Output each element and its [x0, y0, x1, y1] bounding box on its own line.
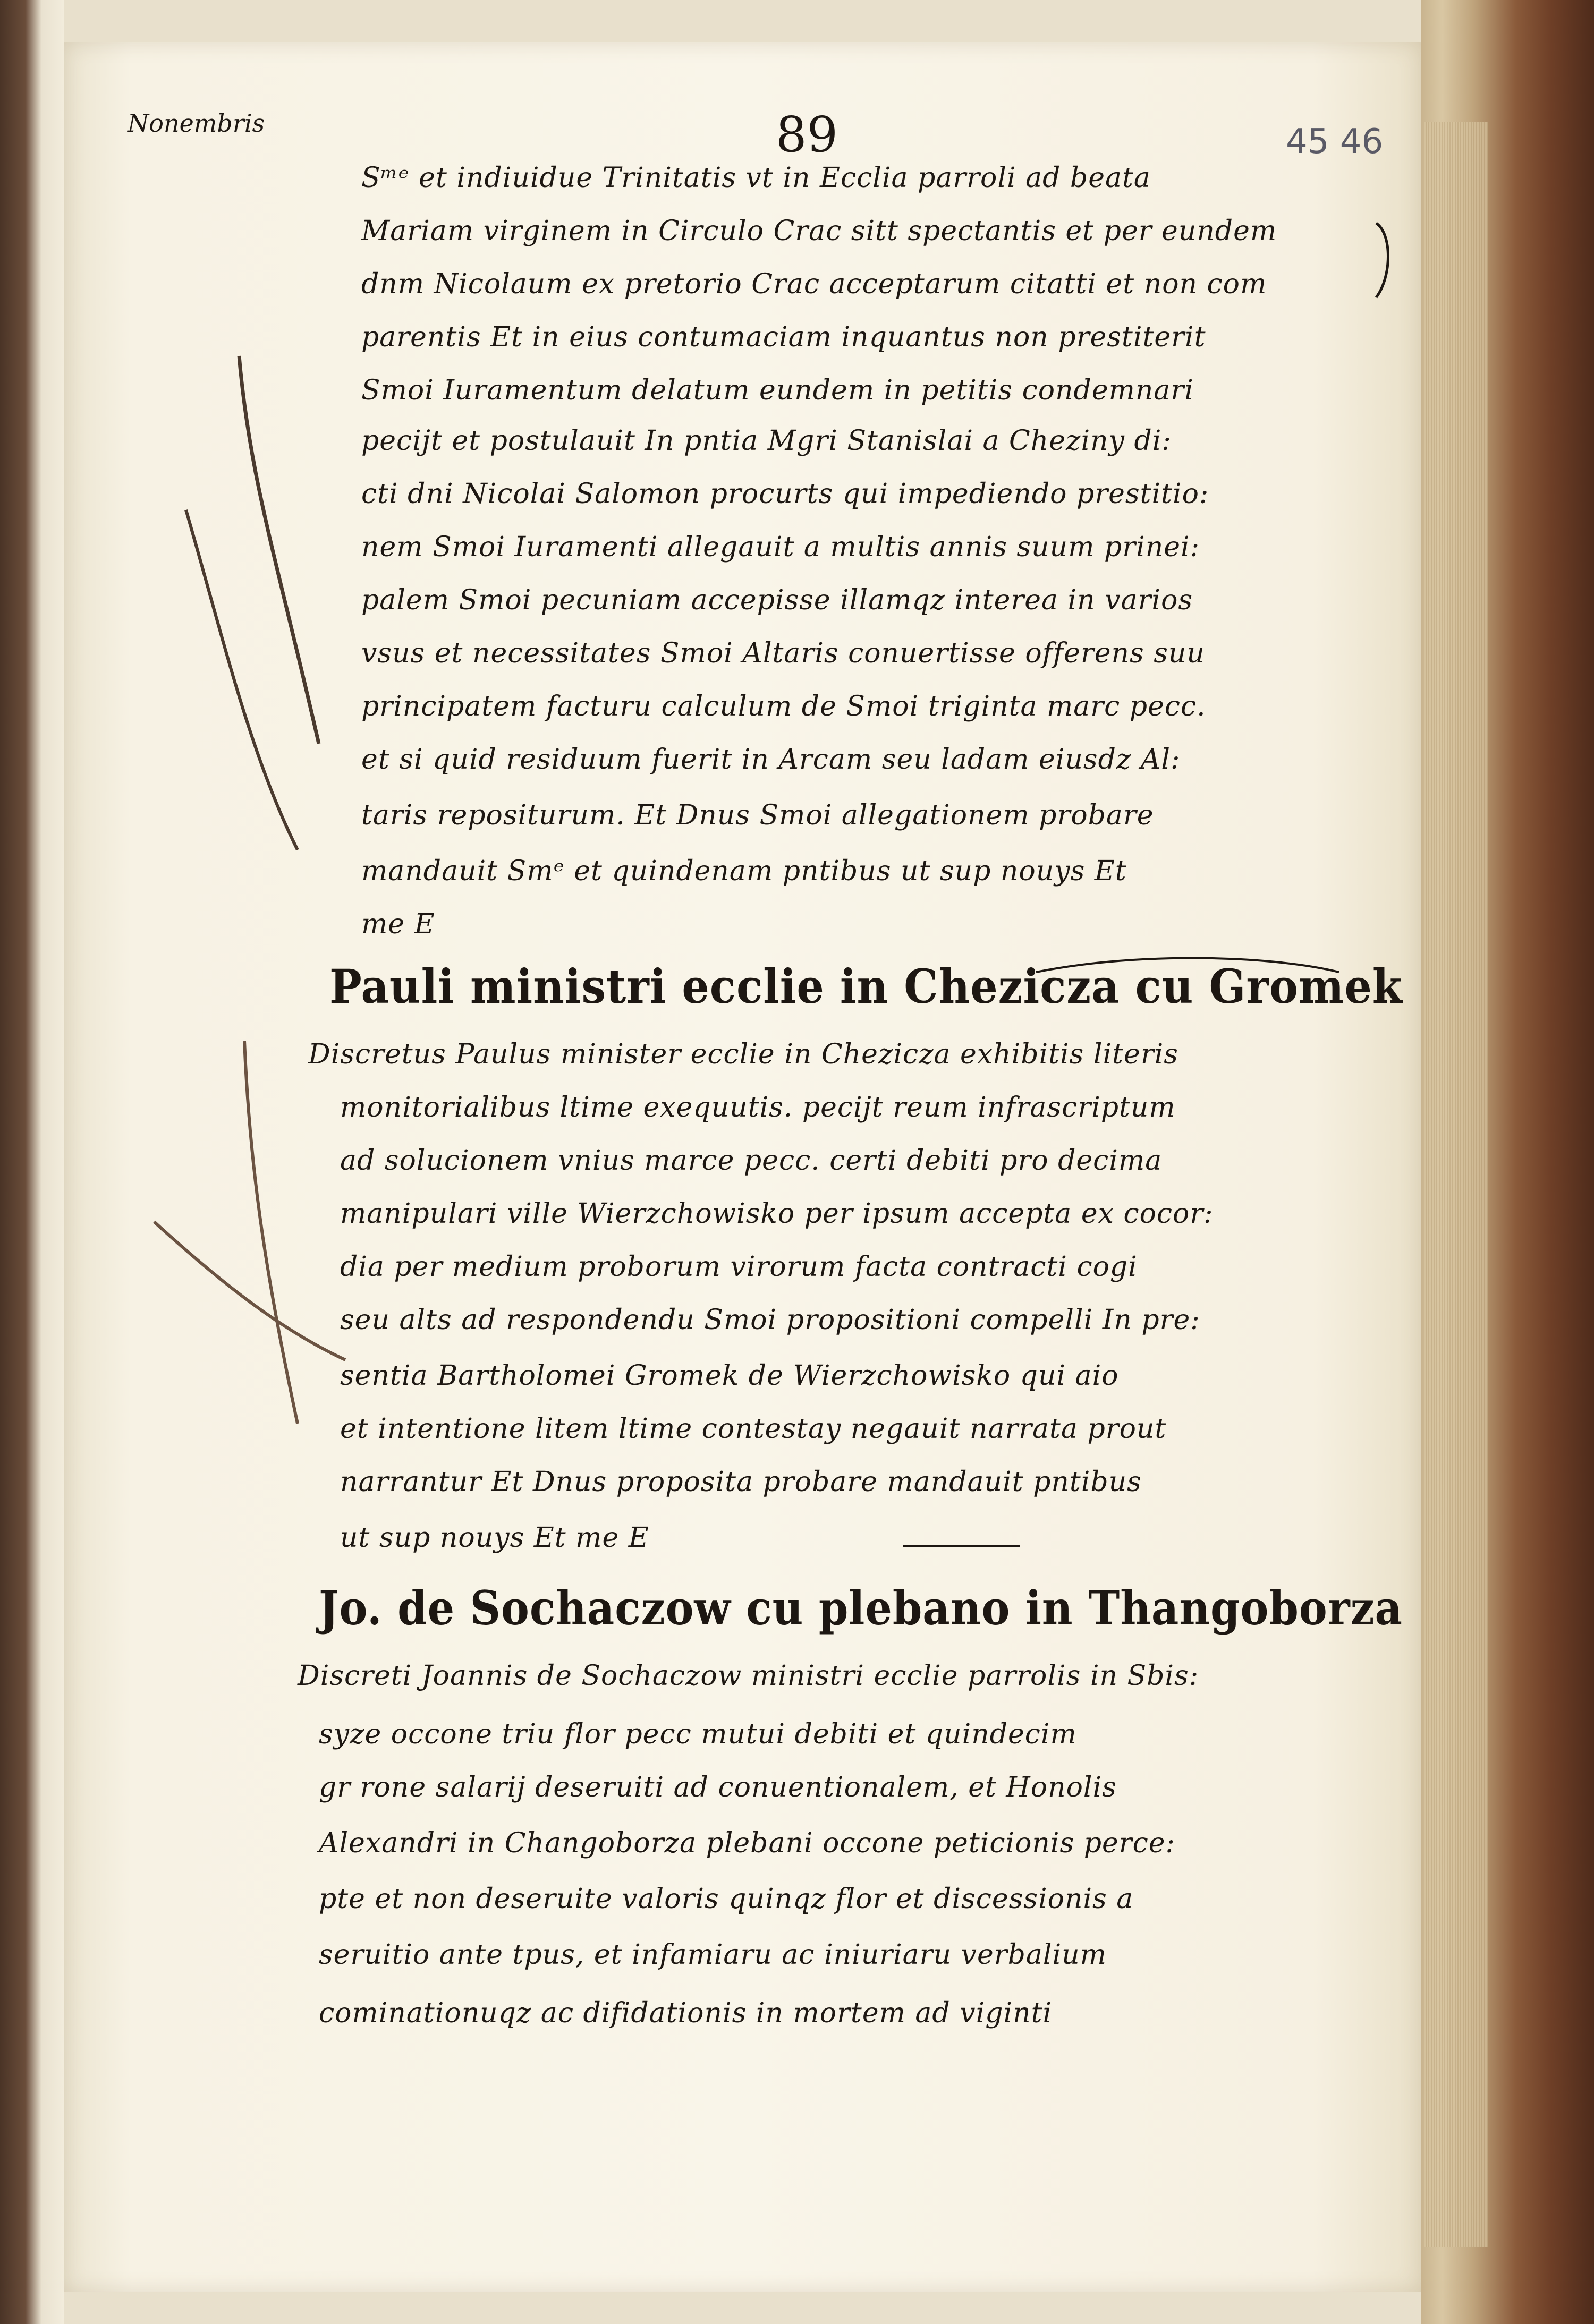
text-line: monitorialibus ltime exequutis. pecijt reum infrascriptum — [340, 1092, 1176, 1123]
text-line: parentis Et in eius contumaciam inquantus non prestiterit — [361, 321, 1206, 353]
text-line: et si quid residuum fuerit in Arcam seu ladam eiusdz Al: — [361, 744, 1181, 776]
text-line: Smoi Iuramentum delatum eundem in petitis condemnari — [361, 374, 1194, 406]
entry-heading: Jo. de Sochaczow cu plebano in Thangoborza — [319, 1580, 1403, 1636]
text-line: Discretus Paulus minister ecclie in Chezicza exhibitis literis — [308, 1038, 1178, 1070]
entry-heading: Pauli ministri ecclie in Chezicza cu Gromek — [329, 959, 1403, 1014]
text-line: gr rone salarij deseruiti ad conuentionalem, et Honolis — [319, 1772, 1117, 1803]
text-line: vsus et necessitates Smoi Altaris conuertisse offerens suu — [361, 637, 1205, 669]
text-line: pecijt et postulauit In pntia Mgri Stanislai a Cheziny di: — [361, 425, 1172, 457]
text-line: ad solucionem vnius marce pecc. certi debiti pro decima — [340, 1145, 1163, 1177]
pencil-foliation: 45 46 — [1286, 122, 1384, 161]
text-line: palem Smoi pecuniam accepisse illamqz interea in varios — [361, 584, 1193, 616]
margin-note: Nonembris — [128, 109, 265, 138]
text-line: manipulari ville Wierzchowisko per ipsum accepta ex cocor: — [340, 1198, 1214, 1230]
text-line: dia per medium proborum virorum facta contracti cogi — [340, 1251, 1138, 1283]
text-line: narrantur Et Dnus proposita probare mandauit pntibus — [340, 1466, 1142, 1498]
text-line: me E — [361, 908, 435, 940]
text-line: sentia Bartholomei Gromek de Wierzchowisko qui aio — [340, 1360, 1119, 1392]
text-line: taris repositurum. Et Dnus Smoi allegationem probare — [361, 799, 1154, 831]
text-line: pte et non deseruite valoris quinqz flor et discessionis a — [319, 1883, 1134, 1915]
text-line: Discreti Joannis de Sochaczow ministri ecclie parrolis in Sbis: — [298, 1660, 1199, 1692]
text-line: cti dni Nicolai Salomon procurts qui impediendo prestitio: — [361, 478, 1209, 510]
text-line: mandauit Smᵉ et quindenam pntibus ut sup nouys Et — [361, 855, 1127, 887]
text-line: Sᵐᵉ et indiuidue Trinitatis vt in Ecclia parroli ad beata — [361, 162, 1151, 194]
facing-page-edge — [0, 0, 64, 2324]
folio-number: 89 — [776, 106, 838, 163]
text-line: ut sup nouys Et me E — [340, 1522, 649, 1554]
text-line: seu alts ad respondendu Smoi propositioni compelli In pre: — [340, 1304, 1200, 1336]
text-line: seruitio ante tpus, et infamiaru ac iniuriaru verbalium — [319, 1939, 1107, 1971]
text-line: syze occone triu flor pecc mutui debiti et quindecim — [319, 1718, 1077, 1750]
text-line: nem Smoi Iuramenti allegauit a multis annis suum prinei: — [361, 531, 1200, 563]
page-stack-edges — [1424, 122, 1488, 2247]
text-line: Mariam virginem in Circulo Crac sitt spectantis et per eundem — [361, 215, 1277, 247]
text-line: dnm Nicolaum ex pretorio Crac acceptarum citatti et non com — [361, 268, 1267, 300]
text-line: et intentione litem ltime contestay negauit narrata prout — [340, 1413, 1167, 1445]
text-line: cominationuqz ac difidationis in mortem ad viginti — [319, 1997, 1053, 2029]
text-line: Alexandri in Changoborza plebani occone peticionis perce: — [319, 1827, 1176, 1859]
text-line: principatem facturu calculum de Smoi triginta marc pecc. — [361, 691, 1206, 722]
